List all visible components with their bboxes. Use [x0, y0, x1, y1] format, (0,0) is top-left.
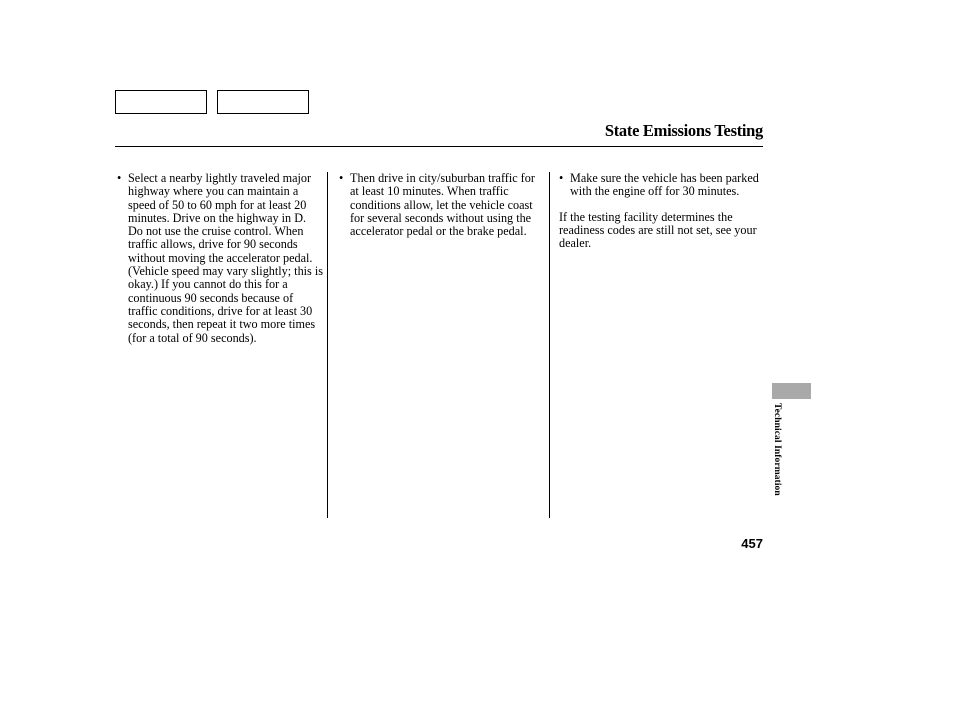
column-divider	[549, 172, 550, 518]
main-menu-button[interactable]	[115, 90, 207, 114]
body-paragraph: If the testing facility determines the readiness codes are still not set, see your dealer.	[559, 209, 757, 251]
bullet-item: • Select a nearby lightly traveled major highway where you can maintain a speed of 50 to 60 mph for at least 20 minutes. Drive on the highway in D. Do not use the cruise control. When traffic allows, drive for 90 seconds without moving the accelerator pedal. (Vehicle speed may vary slightly; this is okay.) If you cannot do this for a continuous 90 seconds because of traffic conditions, drive for at least 30 seconds, then repeat it two more times (for a total of 90 seconds).	[117, 172, 323, 345]
column-3	[559, 172, 761, 250]
bullet-item: • Then drive in city/suburban traffic for at least 10 minutes. When traffic conditions allow, let the vehicle coast for several seconds without using the accelerator pedal or the brake pedal.	[339, 172, 545, 238]
page-title: State Emissions Testing	[604, 121, 763, 140]
section-label: Technical Information	[772, 403, 782, 496]
header-rule	[115, 146, 763, 147]
bullet-item: • Make sure the vehicle has been parked with the engine off for 30 minutes.	[559, 172, 761, 199]
column-1	[117, 172, 323, 345]
index-button[interactable]	[217, 90, 309, 114]
column-2	[339, 172, 545, 238]
section-tab[interactable]	[772, 383, 811, 399]
page-number: 457	[741, 536, 763, 551]
column-divider	[327, 172, 328, 518]
